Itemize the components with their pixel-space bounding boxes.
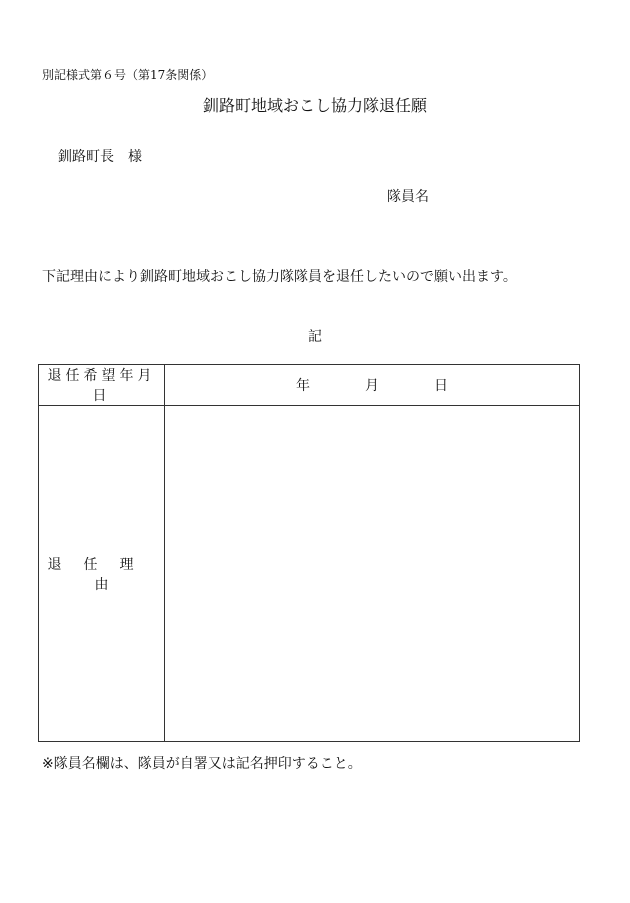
form-number: 別記様式第６号（第17条関係）: [42, 68, 214, 82]
date-field[interactable]: [165, 365, 580, 406]
form-table: [38, 364, 580, 742]
addressee: 釧路町長 様: [58, 149, 142, 165]
date-label-cell: [39, 365, 165, 406]
date-label: 退任希望年月日: [47, 368, 156, 404]
date-day-label: 日: [434, 378, 448, 394]
request-text: 下記理由により釧路町地域おこし協力隊隊員を退任したいので願い出ます。: [42, 269, 517, 285]
reason-field[interactable]: [165, 406, 580, 742]
table-row: [39, 406, 580, 742]
table-row: [39, 365, 580, 406]
reason-label-cell: [39, 406, 165, 742]
document-title: 釧路町地域おこし協力隊退任願: [202, 96, 427, 115]
ki-heading: 記: [308, 329, 322, 345]
reason-label: 退任理由: [47, 556, 156, 593]
footnote: ※隊員名欄は、隊員が自署又は記名押印すること。: [42, 756, 362, 772]
member-name-label: 隊員名: [387, 189, 429, 205]
date-year-label: 年: [296, 378, 310, 394]
date-month-label: 月: [365, 378, 379, 394]
